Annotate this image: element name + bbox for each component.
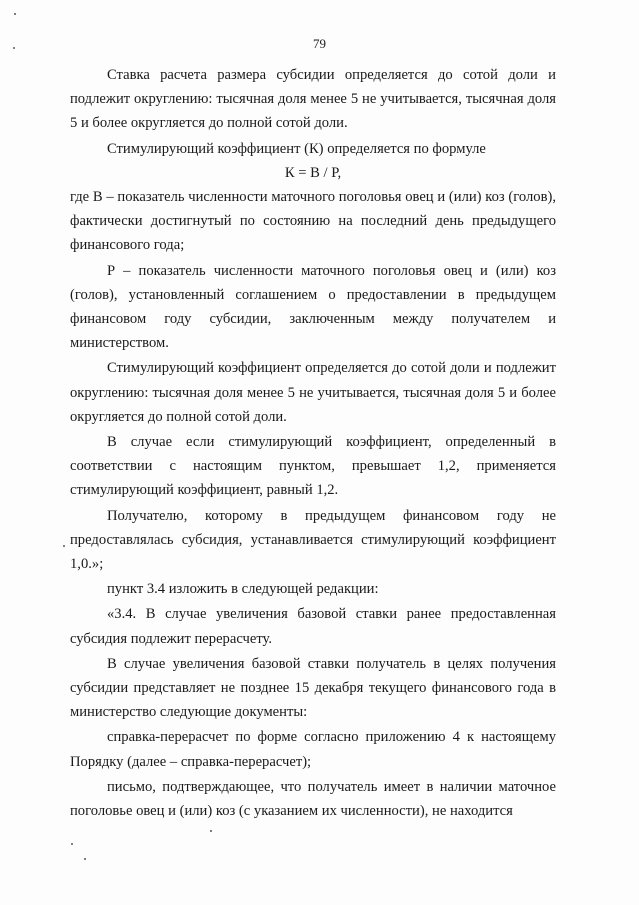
scan-speck — [63, 545, 65, 547]
paragraph-b-definition: где В – показатель численности маточного поголовья овец и (или) коз (голов), фактически достигнутый по состоянию на последний день предыдущего финансового года; — [70, 189, 556, 254]
paragraph-coefficient-rounding: Стимулирующий коэффициент определяется до сотой доли и подлежит округлению: тысячная доля менее 5 не учитывается, тысячная доля 5 и более округляется до полной сотой доли. — [70, 360, 556, 425]
paragraph-coefficient-intro: Стимулирующий коэффициент (К) определяется по формуле — [107, 140, 486, 157]
paragraph-rate-rounding: Ставка расчета размера субсидии определяется до сотой доли и подлежит округлению: тысячная доля менее 5 не учитывается, тысячная доля 5 и более округляется до полной сотой доли. — [70, 67, 556, 132]
scan-speck — [71, 843, 73, 845]
scan-speck — [210, 830, 212, 832]
paragraph-3-4: «3.4. В случае увеличения базовой ставки ранее предоставленная субсидия подлежит перерасчету. — [70, 606, 556, 647]
scan-speck — [13, 47, 15, 49]
paragraph-confirmation-letter: письмо, подтверждающее, что получатель имеет в наличии маточное поголовье овец и (или) коз (с указанием их численности), не находится — [70, 778, 556, 820]
paragraph-recalc-certificate: справка-перерасчет по форме согласно приложению 4 к настоящему Порядку (далее – справка-перерасчет); — [70, 729, 556, 770]
paragraph-amend-3-4: пункт 3.4 изложить в следующей редакции: — [107, 581, 379, 598]
paragraph-p-definition: Р – показатель численности маточного поголовья овец и (или) коз (голов), установленный соглашением о предоставлении в предыдущем финансовом году субсидии, заключенным между получателем и министерством. — [70, 262, 556, 352]
document-body — [70, 63, 556, 823]
paragraph-documents-intro: В случае увеличения базовой ставки получатель в целях получения субсидии представляет не позднее 15 декабря текущего финансового года в министерство следующие документы: — [70, 655, 556, 721]
scan-speck — [14, 13, 16, 15]
paragraph-coefficient-cap: В случае если стимулирующий коэффициент, определенный в соответствии с настоящим пунктом, превышает 1,2, применяется стимулирующий коэффициент, равный 1,2. — [70, 434, 556, 499]
scan-speck — [84, 858, 86, 860]
paragraph-default-coefficient: Получателю, которому в предыдущем финансовом году не предоставлялась субсидия, устанавливается стимулирующий коэффициент 1,0.»; — [70, 507, 556, 573]
page-number: 79 — [313, 36, 326, 51]
formula: К = В / Р, — [284, 164, 342, 181]
